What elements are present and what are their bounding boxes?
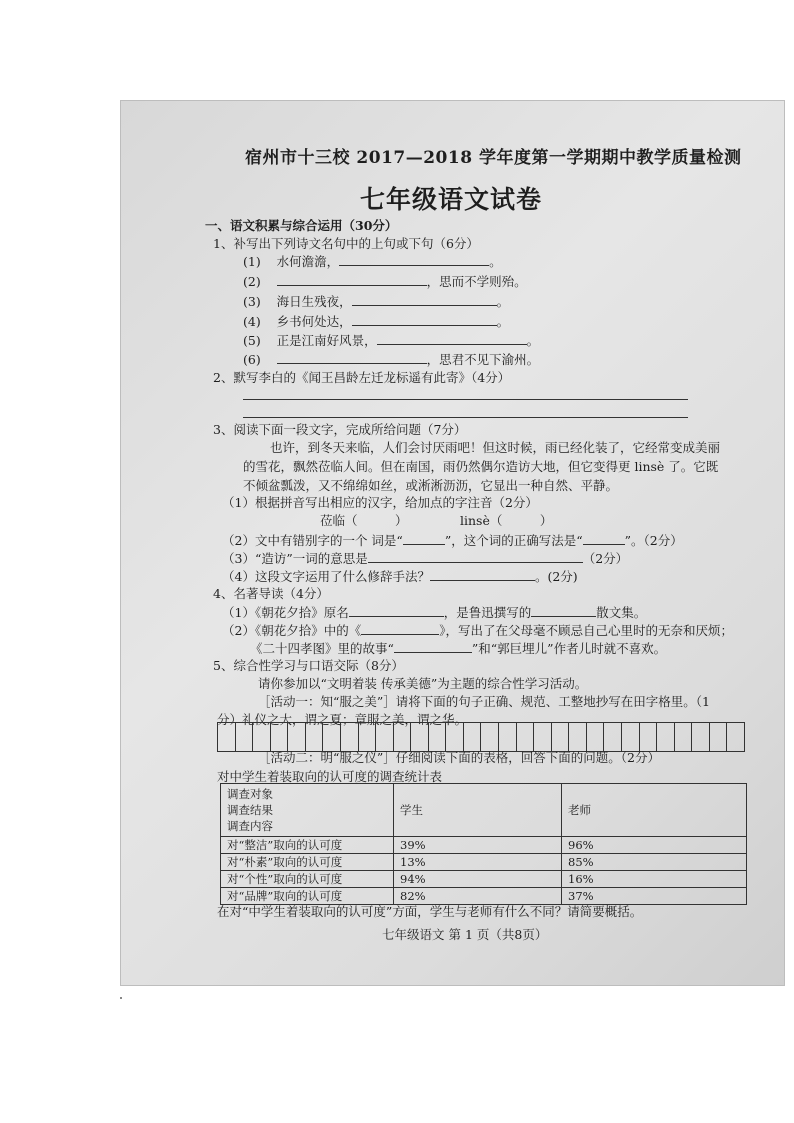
q1-item [243,314,509,329]
passage-line: 也许，到冬天来临，人们会讨厌雨吧！但这时候，雨已经化装了，它经常变成美丽 [270,440,721,455]
q3-sub3-text: （2分） [582,551,629,566]
q1-prompt: 1、补写出下列诗文名句中的上句或下句（6分） [213,236,479,251]
answer-blank[interactable] [531,605,596,617]
q4-text: 》，写出了在父母毫不顾忌自己心里时的无奈和厌烦； [439,623,733,638]
row-label: 对“个性”取向的认可度 [221,871,394,888]
item-text: 水何澹澹， [276,254,340,269]
item-text: 正是江南好风景， [276,333,377,348]
answer-line[interactable] [243,417,688,418]
answer-blank[interactable] [352,314,497,326]
activity2-line: ［活动二：明“服之仪”］仔细阅读下面的表格，回答下面的问题。（2分） [258,750,660,765]
answer-blank[interactable] [394,641,472,653]
q1-item [243,352,539,367]
answer-blank[interactable] [583,533,625,545]
q4-text: （2）《朝花夕拾》中的《 [222,623,362,638]
answer-blank[interactable] [277,274,427,286]
item-number: (2) [243,274,261,289]
q1-item [243,274,527,289]
q5-question: 在对“中学生着装取向的认可度”方面，学生与老师有什么不同？请简要概括。 [217,904,643,919]
q3-sub2-text: ”。（2分） [624,533,683,548]
q3-sub2-text: （2）文中有错别字的一个 词是“ [222,533,403,548]
q3-sub4-text: 。(2分) [534,569,578,584]
tianzige-grid[interactable] [217,722,745,752]
answer-blank[interactable] [377,333,527,345]
q3-sub3 [222,551,628,566]
q3-sub4-text: （4）这段文字运用了什么修辞手法？ [222,569,430,584]
activity1-line: ［活动一：知“服之美”］请将下面的句子正确、规范、工整地抄写在田字格里。（1 [258,694,710,709]
item-number: (5) [243,333,261,348]
survey-table [220,783,747,905]
q3-sub3-text: （3）“造访”一词的意思是 [222,551,368,566]
item-text: ，思而不学则殆。 [426,274,527,289]
q4-text: 散文集。 [596,605,647,620]
q3-prompt: 3、阅读下面一段文字，完成所给问题（7分） [213,422,467,437]
q5-intro: 请你参加以“文明着装 传承美德”为主题的综合性学习活动。 [258,676,588,691]
corner-label: 调查结果 [227,803,273,817]
stray-mark [120,997,122,999]
column-header-students: 学生 [394,784,562,837]
item-text: 。 [496,294,510,309]
answer-blank[interactable] [352,294,497,306]
section-heading: 一、语文积累与综合运用（30分） [205,218,398,233]
q4-line1 [222,605,646,620]
column-header-teachers: 老师 [562,784,747,837]
passage-line: 的雪花，飘然莅临人间。但在南国，雨仍然偶尔造访大地，但它变得更 linsè 了。它既 [243,459,719,474]
item-text: 。 [489,254,502,269]
school-header: 宿州市十三校 2017—2018 学年度第一学期期中教学质量检测 [245,148,742,168]
answer-blank[interactable] [349,605,444,617]
q4-text: ”和“郭巨埋儿”作者儿时就不喜欢。 [471,641,667,656]
q3-sub1-b[interactable]: linsè（ ） [460,513,553,528]
table-row [221,837,747,854]
answer-blank[interactable] [430,569,535,581]
item-number: (4) [243,314,261,329]
q4-text: 《二十四孝图》里的故事“ [250,641,394,656]
passage-line: 不倾盆瓢泼，又不绵绵如丝，或淅淅沥沥，它显出一种自然、平静。 [243,478,619,493]
table-row [221,854,747,871]
q3-sub1: （1）根据拼音写出相应的汉字，给加点的字注音（2分） [222,495,538,510]
corner-label: 调查对象 [227,787,273,801]
table-corner-cell [221,784,394,837]
item-text: 海日生残夜， [276,294,352,309]
table-row [221,888,747,905]
students-value: 13% [394,854,562,871]
students-value: 94% [394,871,562,888]
item-number: (3) [243,294,261,309]
item-text: 。 [526,333,540,348]
table-header-row [221,784,747,837]
table-row [221,871,747,888]
q1-item [243,254,502,269]
q1-item [243,294,509,309]
table-caption: 对中学生着装取向的认可度的调查统计表 [217,769,443,784]
page-footer: 七年级语文 第 1 页（共8页） [382,927,548,942]
q3-sub4 [222,569,578,584]
q4-text: （1）《朝花夕拾》原名 [222,605,349,620]
item-number: (1) [243,254,261,269]
answer-line[interactable] [243,399,688,400]
answer-blank[interactable] [277,352,427,364]
answer-blank[interactable] [403,533,445,545]
item-text: ，思君不见下渝州。 [426,352,540,367]
item-text: 。 [496,314,510,329]
answer-blank[interactable] [361,623,439,635]
exam-title: 七年级语文试卷 [360,185,543,214]
teachers-value: 16% [562,871,747,888]
corner-label: 调查内容 [227,819,273,833]
q2-prompt: 2、默写李白的《闻王昌龄左迁龙标遥有此寄》（4分） [213,370,511,385]
q3-sub2-text: ”，这个词的正确写法是“ [444,533,583,548]
teachers-value: 37% [562,888,747,905]
row-label: 对“整洁”取向的认可度 [221,837,394,854]
q4-line2 [222,623,733,638]
students-value: 39% [394,837,562,854]
q1-item [243,333,539,348]
answer-blank[interactable] [339,254,489,266]
q4-prompt: 4、名著导读（4分） [213,586,329,601]
q5-prompt: 5、综合性学习与口语交际（8分） [213,658,404,673]
q4-text: ，是鲁迅撰写的 [443,605,532,620]
teachers-value: 85% [562,854,747,871]
q3-sub2 [222,533,683,548]
teachers-value: 96% [562,837,747,854]
q3-sub1-a[interactable]: 莅临（ ） [320,513,408,528]
row-label: 对“朴素”取向的认可度 [221,854,394,871]
item-text: 乡书何处达， [276,314,352,329]
row-label: 对“品牌”取向的认可度 [221,888,394,905]
students-value: 82% [394,888,562,905]
item-number: (6) [243,352,261,367]
q4-line3 [250,641,666,656]
activity1-line: 分）礼仪之大，谓之夏；章服之美，谓之华。 [217,712,468,727]
answer-blank[interactable] [368,551,583,563]
